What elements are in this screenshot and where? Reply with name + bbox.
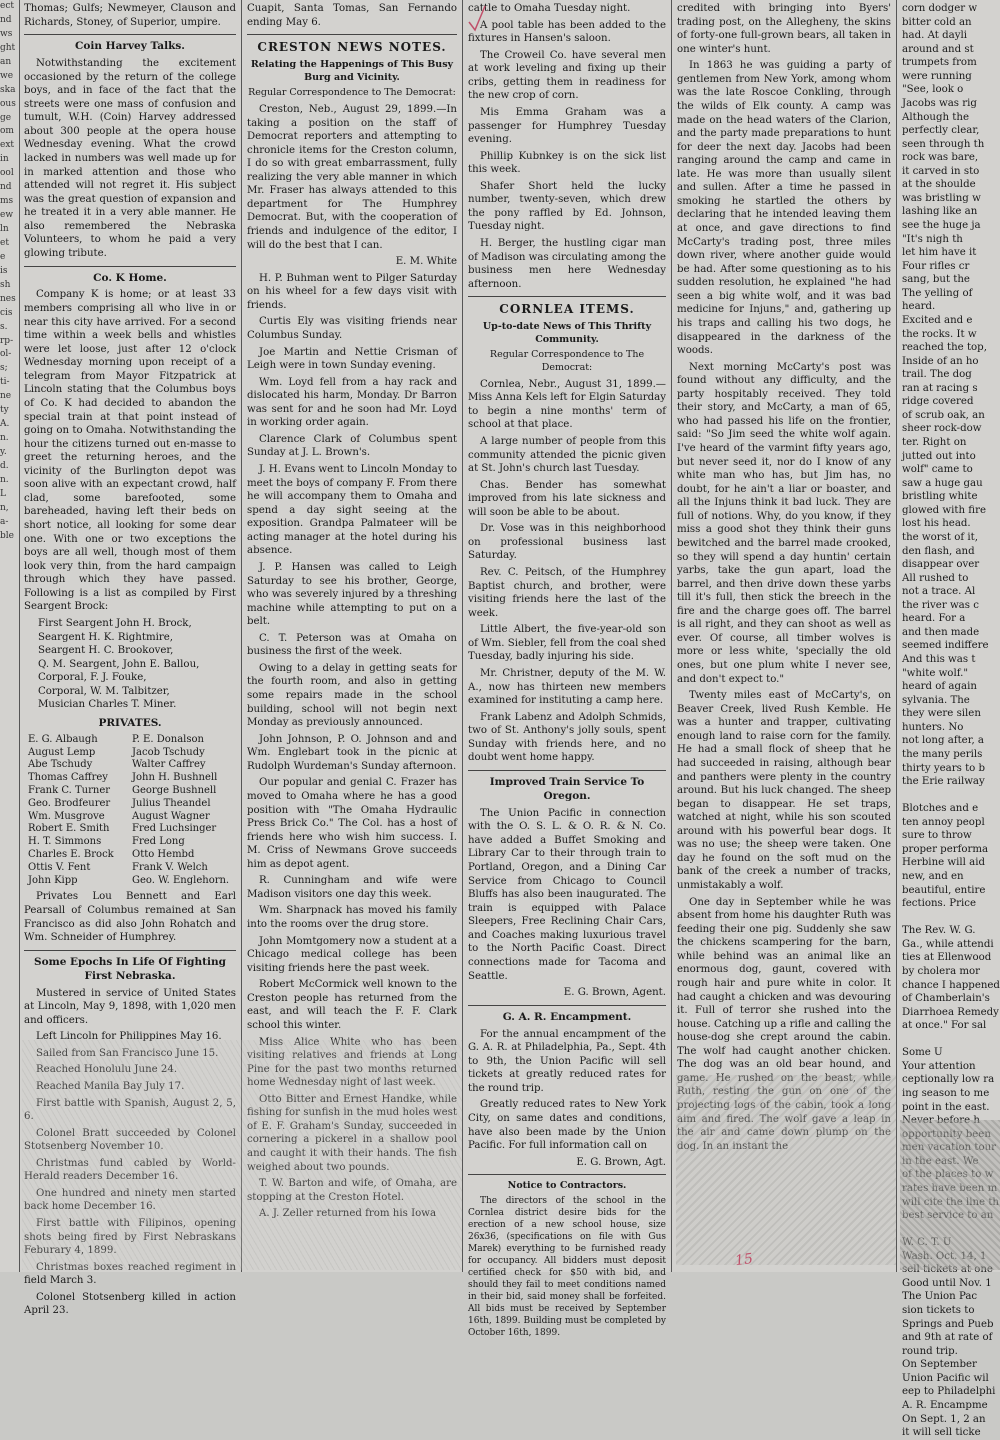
- private-name: August Wagner: [132, 810, 210, 822]
- epoch-entry: Christmas fund cabled by World-Herald readers December 16.: [24, 1157, 236, 1183]
- margin-fragment: ew: [0, 210, 14, 221]
- divider: [468, 296, 666, 297]
- cropped-line: jutted out into: [902, 450, 976, 462]
- private-name: George Bushnell: [132, 785, 217, 797]
- margin-fragment: n,: [0, 502, 9, 513]
- margin-fragment: ms: [0, 196, 14, 207]
- cropped-line: not long after, a: [902, 735, 985, 747]
- cropped-line: at once." For sal: [902, 1020, 987, 1032]
- cropped-line: wolf" came to: [902, 464, 973, 476]
- cropped-line: ridge covered: [902, 396, 974, 408]
- news-item: J. H. Evans went to Lincoln Monday to meet the boys of company F. From there he will accompany them to Omaha and spend a day sight seeing at the exposition. Grandpa Palmateer will be acting manager at the hotel during his absence.: [247, 464, 457, 557]
- privates-heading: PRIVATES.: [98, 716, 162, 729]
- private-name: Otto Hembd: [132, 849, 195, 861]
- gar-article-2: Greatly reduced rates to New York City, on same dates and conditions, have also been made by the Union Pacific. For full information call on: [468, 1099, 666, 1152]
- cropped-line: chance I happened: [902, 979, 1000, 991]
- cropped-line: lost his head.: [902, 518, 971, 530]
- news-item: John Momtgomery now a student at a Chicago medical college has been visiting friends here the past week.: [247, 935, 457, 974]
- cropped-line: at the shoulde: [902, 179, 976, 191]
- cropped-line: eep to Philadelphi: [902, 1386, 996, 1398]
- story-paragraph: In 1863 he was guiding a party of gentlemen from New York, among whom was the late Roscoe Conkling, through the wilds of Elk county. A camp was made on the head waters of the Clarion, and the party made preparations to hunt for deer the next day. Jacobs had been ranging around the camp and came in late. He was more than usually silent and sullen. After a time he passed in smoking he startled the others by declaring that he intended leaving them at once, and gave directions to find McCarty's trading post, three miles down river, where another guide would be had. After some questioning as to his sudden resolution, he explained "he had seen a big white wolf, and it was bad medicine for Injuns," and, gathering up his traps and calling his two dogs, he disappeared in the darkness of the woods.: [677, 60, 891, 357]
- creston-items-continued: [468, 19, 666, 292]
- roster-entry: Corporal, W. M. Talbitzer,: [38, 685, 170, 697]
- cropped-line: "See, look o: [902, 84, 964, 96]
- cropped-line: new, and en: [902, 871, 964, 882]
- cropped-line: Excited and e: [902, 314, 973, 326]
- epoch-entry: One hundred and ninety men started back home December 16.: [24, 1187, 236, 1213]
- co-k-heading: Co. K Home.: [93, 271, 167, 284]
- cropped-line: Ga., while attendi: [902, 938, 994, 950]
- cropped-line: the rocks. It w: [902, 328, 977, 340]
- margin-fragment: d.: [0, 460, 9, 471]
- coin-harvey-article: Notwithstanding the excitement occasioned by the return of the college boys, and in face of the fact that the streets were one mass of confusion and tumult, W.H. (Coin) Harvey addressed about 300 people at the opera house Wednesday evening. What the crowd lacked in numbers was well made up for in marked attention and those who attended will not regret it. His subject was the great question of expansion and he treated it in a very able manner. He also remembered the Nebraska Volunteers, to whom he paid a very glowing tribute.: [24, 58, 236, 259]
- cropped-line: was bristling w: [902, 192, 981, 204]
- cropped-line: [902, 911, 1000, 925]
- cropped-line: sure to throw: [902, 830, 972, 842]
- epoch-entry: Left Lincoln for Philippines May 16.: [36, 1031, 222, 1043]
- cropped-line: point in the east.: [902, 1101, 990, 1113]
- private-name: Geo. W. Englehorn.: [132, 874, 230, 886]
- privates-list: [24, 734, 236, 888]
- news-item: Miss Alice White who has been visiting relatives and friends at Long Pine for the past two months returned home Wednesday night of last week.: [247, 1036, 457, 1089]
- cropped-line: bitter cold an: [902, 16, 972, 28]
- roster-list: [24, 617, 236, 712]
- news-item: Robert McCormick well known to the Creston people has returned from the east, and will teach the F. F. Clark school this winter.: [247, 979, 457, 1031]
- cropped-line: fections. Price: [902, 898, 976, 910]
- cropped-line: The Union Pac: [902, 1291, 978, 1303]
- news-item: Little Albert, the five-year-old son of Wm. Siebler, fell from the coal shed Tuesday, badly injuring his side.: [468, 624, 666, 663]
- cropped-line: thirty years to b: [902, 762, 986, 774]
- news-item: Frank Labenz and Adolph Schmids, two of St. Anthony's jolly souls, spent Sunday with friends here, and no doubt went home happy.: [468, 711, 666, 764]
- news-item: Dr. Vose was in this neighborhood on professional business last Saturday.: [468, 523, 666, 562]
- cropped-line: [902, 789, 1000, 803]
- private-name: Frank C. Turner: [28, 785, 111, 797]
- margin-fragment: et: [0, 237, 9, 248]
- news-item: Owing to a delay in getting seats for the fourth room, and also in getting some repairs made in the school building, school will not begin next Monday as previously announced.: [247, 662, 457, 729]
- news-item: The Croweil Co. have several men at work leveling and fixing up their cribs, getting them in readiness for the new crop of corn.: [468, 49, 666, 102]
- column-3: [464, 0, 670, 1338]
- news-item: Wm. Loyd fell from a hay rack and dislocated his harm, Monday. Dr Barron was sent for and he soon had Mr. Loyd in working order again.: [247, 376, 457, 429]
- cropped-line: the Erie railway: [902, 776, 985, 788]
- column-rule: [896, 0, 897, 1272]
- cropped-line: not a trace. Al: [902, 586, 976, 598]
- news-item: Our popular and genial C. Frazer has moved to Omaha where he has a good position with "The Omaha Hydraulic Press Brick Co." The Col. has a host of friends here who wish him success. I. M. Criss of Newmans Grove succeeds him as depot agent.: [247, 777, 457, 870]
- private-name: Fred Luchsinger: [132, 823, 217, 835]
- margin-fragment: nes: [0, 293, 16, 304]
- private-name: Jacob Tschudy: [132, 746, 205, 758]
- cropped-line: the river was c: [902, 599, 979, 611]
- news-item: Wm. Sharpnack has moved his family into the rooms over the drug store.: [247, 905, 457, 931]
- cropped-line: corn dodger w: [902, 3, 978, 14]
- private-name: Julius Theandel: [132, 797, 211, 809]
- news-item: Shafer Short held the lucky number, twenty-seven, which drew the pony raffled by Ed. Johnson, Tuesday night.: [468, 180, 666, 233]
- cropped-line: had. At dayli: [902, 30, 968, 42]
- cropped-line: proper performa: [902, 843, 989, 855]
- divider: [24, 34, 236, 35]
- news-item: R. Cunningham and wife were Madison visitors one day this week.: [247, 875, 457, 900]
- private-name: Wm. Musgrove: [28, 810, 105, 822]
- margin-fragment: we: [0, 70, 14, 81]
- cropped-line: glowed with fire: [902, 504, 986, 516]
- cropped-line: hunters. No: [902, 721, 964, 733]
- private-name: Robert E. Smith: [28, 823, 110, 835]
- cropped-line: round trip.: [902, 1345, 958, 1357]
- roster-entry: Seargent H. C. Brookover,: [38, 645, 174, 657]
- cropped-line: it carved in sto: [902, 165, 980, 177]
- margin-fragment: n.: [0, 433, 9, 444]
- cropped-line: Herbine will aid: [902, 857, 985, 869]
- check-mark-icon: [467, 4, 487, 34]
- story-paragraph: Next morning McCarty's post was found without any difficulty, and the party hospitably received. They told their story, and McCarty, a man of 65, who had passed his life on the frontier, said: "So Jim seed the white wolf again. I've heard of the varmint fifty years ago, but never seed it, nor do I know of any white man who has, but Jim has, no doubt, for he ain't a liar or boaster, and all the Injuns think it bad luck. They are full of notions. Why, do you know, if they miss a good shot they think their guns bewitched and the barrel made crooked, so they will spend a day huntin' certain yarbs, take the gun apart, load the barrel, and then drive down these yarbs till it's full, then stick the breech in the fire and the charge goes off. The barrel is all right, and they can shoot as well as ever. Of course, all timber wolves is more or less white, 'specially the old ones, but one plum white I never see, and don't expect to.": [677, 361, 891, 685]
- cropped-line: heard.: [902, 301, 936, 313]
- margin-fragment: ti-: [0, 377, 10, 388]
- top-text: credited with bringing into Byers' trading post, on the Allegheny, the skins of forty-one full-grown bears, all taken in one winter's hunt.: [677, 3, 891, 55]
- private-name: Geo. Brodfeurer: [28, 797, 111, 809]
- cropped-line: beautiful, entire: [902, 884, 986, 896]
- cropped-line: the worst of it,: [902, 531, 978, 543]
- margin-fragment: sh: [0, 279, 11, 290]
- cropped-line: Blotches and e: [902, 803, 979, 815]
- private-name: Frank V. Welch: [132, 861, 208, 873]
- cropped-line: see the huge ja: [902, 220, 981, 231]
- margin-fragment: an: [0, 56, 12, 67]
- cropped-line: sheer rock-dow: [902, 423, 982, 435]
- cropped-line: let him have it: [902, 247, 977, 259]
- cropped-line: On Sept. 1, 2 an: [902, 1413, 986, 1425]
- creston-heading: CRESTON NEWS NOTES.: [257, 40, 447, 55]
- margin-fragment: is: [0, 265, 8, 276]
- story-paragraph: Twenty miles east of McCarty's, on Beaver Creek, lived Rush Kemble. He was a hunter and trapper, cultivating enough land to raise corn for the family. He had a small flock of sheep that he had succeeded in raising, although bear and panthers were plenty in the country around. But his luck changed. The sheep began to disappear. He set traps, watched at night, while his son scouted around with his powerful bear dogs. It was no use; the sheep were taken. One day he found on the soft mud on the bank of the creek a number of tracks, unmistakably a wolf.: [677, 690, 891, 891]
- cropped-line: ing season to me: [902, 1088, 990, 1099]
- margin-fragment: nd: [0, 182, 12, 193]
- roster-entry: Musician Charles T. Miner.: [38, 699, 177, 711]
- private-name: August Lemp: [28, 746, 96, 758]
- cropped-line: Good until Nov. 1: [902, 1277, 992, 1289]
- news-item: C. T. Peterson was at Omaha on business the first of the week.: [247, 632, 457, 658]
- cropped-line: "white wolf.": [902, 667, 969, 679]
- cropped-line: disappear over: [902, 559, 980, 571]
- cropped-line: The yelling of: [902, 287, 973, 299]
- cropped-line: perfectly clear,: [902, 125, 980, 137]
- news-item: Mr. Christner, deputy of the M. W. A., now has thirteen new members examined for instituting a camp here.: [468, 667, 666, 707]
- margin-fragment: ln: [0, 224, 9, 234]
- cropped-line: Jacobs was rig: [902, 97, 977, 109]
- private-name: Thomas Caffrey: [28, 772, 108, 784]
- cropped-line: On September: [902, 1359, 977, 1371]
- margin-fragment: om: [0, 126, 14, 137]
- margin-fragment: nd: [0, 14, 12, 25]
- news-item: Curtis Ely was visiting friends near Columbus Sunday.: [247, 316, 457, 341]
- cropped-line: ceptionally low ra: [902, 1074, 995, 1086]
- divider: [24, 266, 236, 267]
- margin-fragment: n.: [0, 474, 9, 485]
- divider: [468, 1005, 666, 1006]
- private-name: John Kipp: [28, 874, 78, 886]
- cropped-line: the many perils: [902, 748, 983, 760]
- cropped-line: and 9th at rate of: [902, 1332, 993, 1344]
- margin-fragment: ght: [0, 42, 16, 53]
- cropped-line: Although the: [902, 111, 969, 123]
- news-item: A. J. Zeller returned from his Iowa: [259, 1208, 437, 1220]
- divider: [247, 34, 457, 35]
- creston-signature: E. M. White: [395, 256, 457, 268]
- private-name: John H. Bushnell: [132, 772, 218, 784]
- margin-fragment: ska: [0, 84, 16, 95]
- divider: [468, 1174, 666, 1175]
- roster-entry: First Seargent John H. Brock,: [38, 617, 192, 629]
- news-item: A large number of people from this community attended the picnic given at St. John's church last Tuesday.: [468, 435, 666, 475]
- news-item: Chas. Bender has somewhat improved from his late sickness and will soon be able to be about.: [468, 479, 666, 518]
- margin-fragment: ne: [0, 391, 12, 402]
- cropped-line: sang, but the: [902, 274, 970, 286]
- margin-fragment: s;: [0, 363, 8, 374]
- cropped-line: Inside of an ho: [902, 355, 979, 367]
- gar-signature: E. G. Brown, Agt.: [576, 1156, 666, 1168]
- creston-subheading: Relating the Happenings of This Busy Burg and Vicinity.: [250, 59, 454, 83]
- cropped-line: lashing like an: [902, 206, 978, 218]
- margin-fragment: e: [0, 251, 6, 262]
- top-text: Thomas; Gulfs; Newmeyer, Clauson and Richards, Stoney, of Superior, umpire.: [24, 3, 236, 28]
- cropped-line: it will sell ticke: [902, 1427, 981, 1439]
- epoch-entry: Colonel Bratt succeeded by Colonel Stotsenberg November 10.: [24, 1127, 236, 1153]
- cropped-line: ter. Right on: [902, 437, 967, 448]
- margin-fragment: L: [0, 488, 6, 499]
- margin-fragment: ol-: [0, 349, 12, 360]
- cropped-line: heard. For a: [902, 613, 966, 625]
- margin-fragment: ge: [0, 112, 12, 123]
- creston-intro: Creston, Neb., August 29, 1899.—In taking a position on the staff of Democrat reporters and attempting to chronicle items for the Creston column, I do so with great embarrassment, fully realizing the very able manner in which Mr. Fraser has always attended to this department for The Humphrey Democrat. But, with the cooperation of friends and indulgence of the editor, I will do the best that I can.: [247, 103, 457, 251]
- epoch-entry: Colonel Stotsenberg killed in action April 23.: [24, 1291, 236, 1317]
- epoch-entry: First battle with Spanish, August 2, 5, 6.: [24, 1097, 236, 1123]
- margin-fragment: ool: [0, 168, 14, 179]
- divider: [24, 950, 236, 951]
- train-article: The Union Pacific in connection with the O. S. L. & O. R. & N. Co. have added a Buffet Smoking and Library Car to their through train to Portland, Oregon, and a Dining Car Service from Chicago to Council Bluffs has also been inaugurated. The train is equipped with Palace Sleepers, Free Reclining Chair Cars, and Coaches making luxurious travel to the North Pacific Coast. Direct connections made for Tacoma and Seattle.: [468, 807, 666, 982]
- private-name: Abe Tschudy: [28, 759, 93, 771]
- cropped-line: Union Pacific wil: [902, 1372, 989, 1384]
- margin-fragment: ty: [0, 405, 9, 416]
- cornlea-subheading: Up-to-date News of This Thrifty Community.: [482, 321, 652, 345]
- contractors-heading: Notice to Contractors.: [507, 1180, 627, 1192]
- roster-entry: Q. M. Seargent, John E. Ballou,: [38, 658, 200, 670]
- top-text: Cuapit, Santa Tomas, San Fernando ending May 6.: [247, 3, 457, 28]
- cropped-line: rock was bare,: [902, 152, 979, 164]
- cornlea-items: [468, 378, 666, 765]
- cropped-line: seen through th: [902, 138, 985, 150]
- news-item: A pool table has been added to the fixtures in Hansen's saloon.: [468, 19, 666, 45]
- cropped-line: Diarrhoea Remedy: [902, 1006, 999, 1018]
- cropped-line: saw a huge gau: [902, 477, 983, 489]
- news-item: Clarence Clark of Columbus spent Sunday at J. L. Brown's.: [247, 433, 457, 459]
- cropped-line: were running: [902, 70, 972, 82]
- cropped-line: reached the top,: [902, 342, 987, 354]
- privates-note: Privates Lou Bennett and Earl Pearsall of Columbus remained at San Francisco as did also John Rohatch and Wm. Schneider of Humphrey.: [24, 891, 236, 944]
- gar-article: For the annual encampment of the G. A. R. at Philadelphia, Pa., Sept. 4th to 9th, the Union Pacific will sell tickets at greatly reduced rates for the round trip.: [468, 1028, 666, 1094]
- cropped-line: sylvania. The: [902, 694, 970, 706]
- cropped-line: The Rev. W. G.: [902, 925, 976, 937]
- cropped-line: ties at Ellenwood: [902, 952, 992, 964]
- epochs-intro: Mustered in service of United States at Lincoln, May 9, 1898, with 1,020 men and officers.: [24, 987, 236, 1026]
- margin-fragment: a-: [0, 516, 9, 527]
- train-heading: Improved Train Service To Oregon.: [489, 775, 645, 802]
- print-smudge: [22, 1040, 462, 1270]
- news-item: Joe Martin and Nettie Crisman of Leigh were in town Sunday evening.: [247, 346, 457, 372]
- coin-harvey-heading: Coin Harvey Talks.: [75, 40, 185, 53]
- private-name: H. T. Simmons: [28, 836, 102, 848]
- cropped-line: by cholera mor: [902, 965, 981, 977]
- divider: [468, 770, 666, 771]
- cropped-line: Four rifles cr: [902, 260, 970, 272]
- cropped-line: ran at racing s: [902, 382, 978, 394]
- co-k-article: Company K is home; or at least 33 members comprising all who live in or near this city have arrived. For a second time within a week bells and whistles were let loose, just after 12 o'clock Wednesday morning upon receipt of a telegram from Mayor Fitzpatrick at Lincoln stating that the Columbus boys of Co. K had decided to abandon the special train at that point instead of going on to Omaha. Notwithstanding the hour the citizens turned out en-masse to greet the returning heroes, and the vicinity of the Burlington depot was soon alive with an expectant crowd, half clad, some barefooted, some bareheaded, having left their beds on short notice, all looking for some dear one. With one or two exceptions the boys are all well, though most of them look very thin, from the hard campaign through which they have passed. Following is a list as compiled by First Seargent Brock:: [24, 289, 236, 613]
- cropped-line: bristling white: [902, 491, 978, 503]
- gar-heading: G. A. R. Encampment.: [502, 1010, 632, 1023]
- news-item: Rev. C. Peitsch, of the Humphrey Baptist church, and brother, were visiting friends here the last of the week.: [468, 567, 666, 619]
- cropped-line: heard of again: [902, 681, 977, 693]
- cropped-line: Some U: [902, 1047, 943, 1059]
- top-text: cattle to Omaha Tuesday night.: [468, 3, 631, 14]
- cropped-line: of Chamberlain's: [902, 993, 990, 1005]
- left-margin-fragments: [0, 0, 18, 1272]
- column-5-cropped: [898, 0, 1000, 1439]
- margin-fragment: rp-: [0, 335, 14, 346]
- cropped-line: A. R. Encampme: [902, 1399, 988, 1411]
- margin-fragment: ect: [0, 1, 14, 11]
- cropped-line: ten annoy peopl: [902, 816, 985, 828]
- cropped-line: trail. The dog: [902, 369, 972, 381]
- cornlea-heading: CORNLEA ITEMS.: [499, 302, 635, 317]
- news-item: Phillip Kubnkey is on the sick list this week.: [468, 150, 666, 176]
- cropped-line: of scrub oak, an: [902, 409, 985, 421]
- woodcut-illustration: [676, 1075, 896, 1265]
- epoch-entry: Sailed from San Francisco June 15.: [36, 1047, 219, 1059]
- train-signature: E. G. Brown, Agent.: [563, 987, 666, 999]
- private-name: E. G. Albaugh: [28, 733, 98, 745]
- private-name: P. E. Donalson: [132, 733, 204, 745]
- cropped-line: and then made: [902, 626, 980, 638]
- cropped-line: "It's nigh th: [902, 233, 963, 245]
- cropped-line: den flash, and: [902, 545, 975, 557]
- news-item: J. P. Hansen was called to Leigh Saturday to see his brother, George, who was severely injured by a threshing machine while attempting to put on a belt.: [247, 561, 457, 628]
- private-name: Walter Caffrey: [132, 759, 206, 771]
- cornlea-correspondence: Regular Correspondence to The Democrat:: [489, 349, 645, 374]
- margin-fragment: cis: [0, 307, 13, 318]
- cropped-line: All rushed to: [902, 572, 969, 584]
- cropped-line: trumpets from: [902, 57, 977, 69]
- cropped-line: seemed indiffere: [902, 640, 989, 652]
- epoch-entry: Reached Manila Bay July 17.: [36, 1080, 185, 1092]
- creston-correspondence: Regular Correspondence to The Democrat:: [248, 87, 456, 99]
- cropped-line: Your attention: [902, 1060, 976, 1072]
- roster-entry: Corporal, F. J. Fouke,: [38, 672, 147, 684]
- cropped-line: sion tickets to: [902, 1305, 975, 1316]
- news-item: Otto Bitter and Ernest Handke, while fishing for sunfish in the mud holes west of E. F. Graham's Sunday, succeeded in cornering a pickerel in a shallow pool and caught it with their hands. The fish weighed about two pounds.: [247, 1093, 457, 1173]
- epoch-entry: Christmas boxes reached regiment in field March 3.: [24, 1261, 236, 1287]
- margin-fragment: ous: [0, 98, 16, 109]
- print-smudge: [900, 1120, 1000, 1270]
- contractors-article: The directors of the school in the Cornlea district desire bids for the erection of a new school house, size 26x36, (specifications on file with Gus Marek) everything to be furnished ready for occupancy. All bidders must deposit certified check for $50 with bid, and should they fail to meet conditions named in their bid, said money shall be forfeited. All bids must be received by September 16th, 1899. Building must be completed by October 16th, 1899.: [468, 1195, 666, 1338]
- cropped-line: they were silen: [902, 708, 981, 720]
- margin-fragment: ble: [0, 530, 14, 541]
- column-rule: [462, 0, 463, 1272]
- margin-fragment: in: [0, 154, 9, 165]
- epoch-entry: Reached Honolulu June 24.: [36, 1064, 178, 1076]
- epoch-entry: First battle with Filipinos, opening shots being fired by First Nebraskans Feburary 4, 1899.: [24, 1218, 236, 1257]
- margin-fragment: ws: [0, 28, 13, 39]
- white-wolf-story: [677, 59, 891, 1153]
- news-item: Cornlea, Nebr., August 31, 1899.—Miss Anna Kels left for Elgin Saturday to begin a nine months' term of school at that place.: [468, 378, 666, 431]
- cropped-line: [902, 1033, 1000, 1047]
- epochs-heading: Some Epochs In Life Of Fighting First Nebraska.: [34, 955, 226, 982]
- margin-fragment: A.: [0, 419, 10, 430]
- news-item: John Johnson, P. O. Johnson and and Wm. Englebart took in the picnic at Rudolph Wurdeman's Sunday afternoon.: [247, 733, 457, 772]
- cropped-line: Springs and Pueb: [902, 1318, 994, 1330]
- column-rule: [671, 0, 672, 1272]
- margin-fragment: s.: [0, 321, 8, 332]
- roster-entry: Seargent H. K. Rightmire,: [38, 631, 174, 643]
- story-paragraph: One day in September while he was absent from home his daughter Ruth was feeding their one pig. Suddenly she saw the chickens scampering for the barn, while behind was an animal like an enormous dog, gaunt, covered with rough hair and pure white in color. It had caught a chicken and was devouring it. Full of terror she rushed into the house. Catching up a rifle and calling the house-dog she crept around the cabin. The wolf had caught another chicken. The dog was an old bear hound, and game. He rushed on the beast, while Ruth, resting the gun on one of the projecting logs of the cabin, took a long aim and fired. The wolf gave a leap in the air and came down plump on the dog. In an instant the: [677, 896, 891, 1152]
- private-name: Charles E. Brock: [28, 849, 114, 861]
- private-name: Ottis V. Fent: [28, 861, 91, 873]
- archive-stamp: 15: [734, 1250, 755, 1270]
- news-item: H. P. Buhman went to Pilger Saturday on his wheel for a few days visit with friends.: [247, 272, 457, 311]
- cropped-line: around and st: [902, 43, 974, 55]
- news-item: H. Berger, the hustling cigar man of Madison was circulating among the business men here Wednesday afternoon.: [468, 238, 666, 290]
- cropped-line: And this was t: [902, 654, 976, 665]
- margin-fragment: y.: [0, 447, 7, 457]
- news-item: Mis Emma Graham was a passenger for Humphrey Tuesday evening.: [468, 106, 666, 146]
- margin-fragment: ext: [0, 140, 15, 151]
- news-item: T. W. Barton and wife, of Omaha, are stopping at the Creston Hotel.: [247, 1178, 457, 1203]
- private-name: Fred Long: [132, 836, 185, 848]
